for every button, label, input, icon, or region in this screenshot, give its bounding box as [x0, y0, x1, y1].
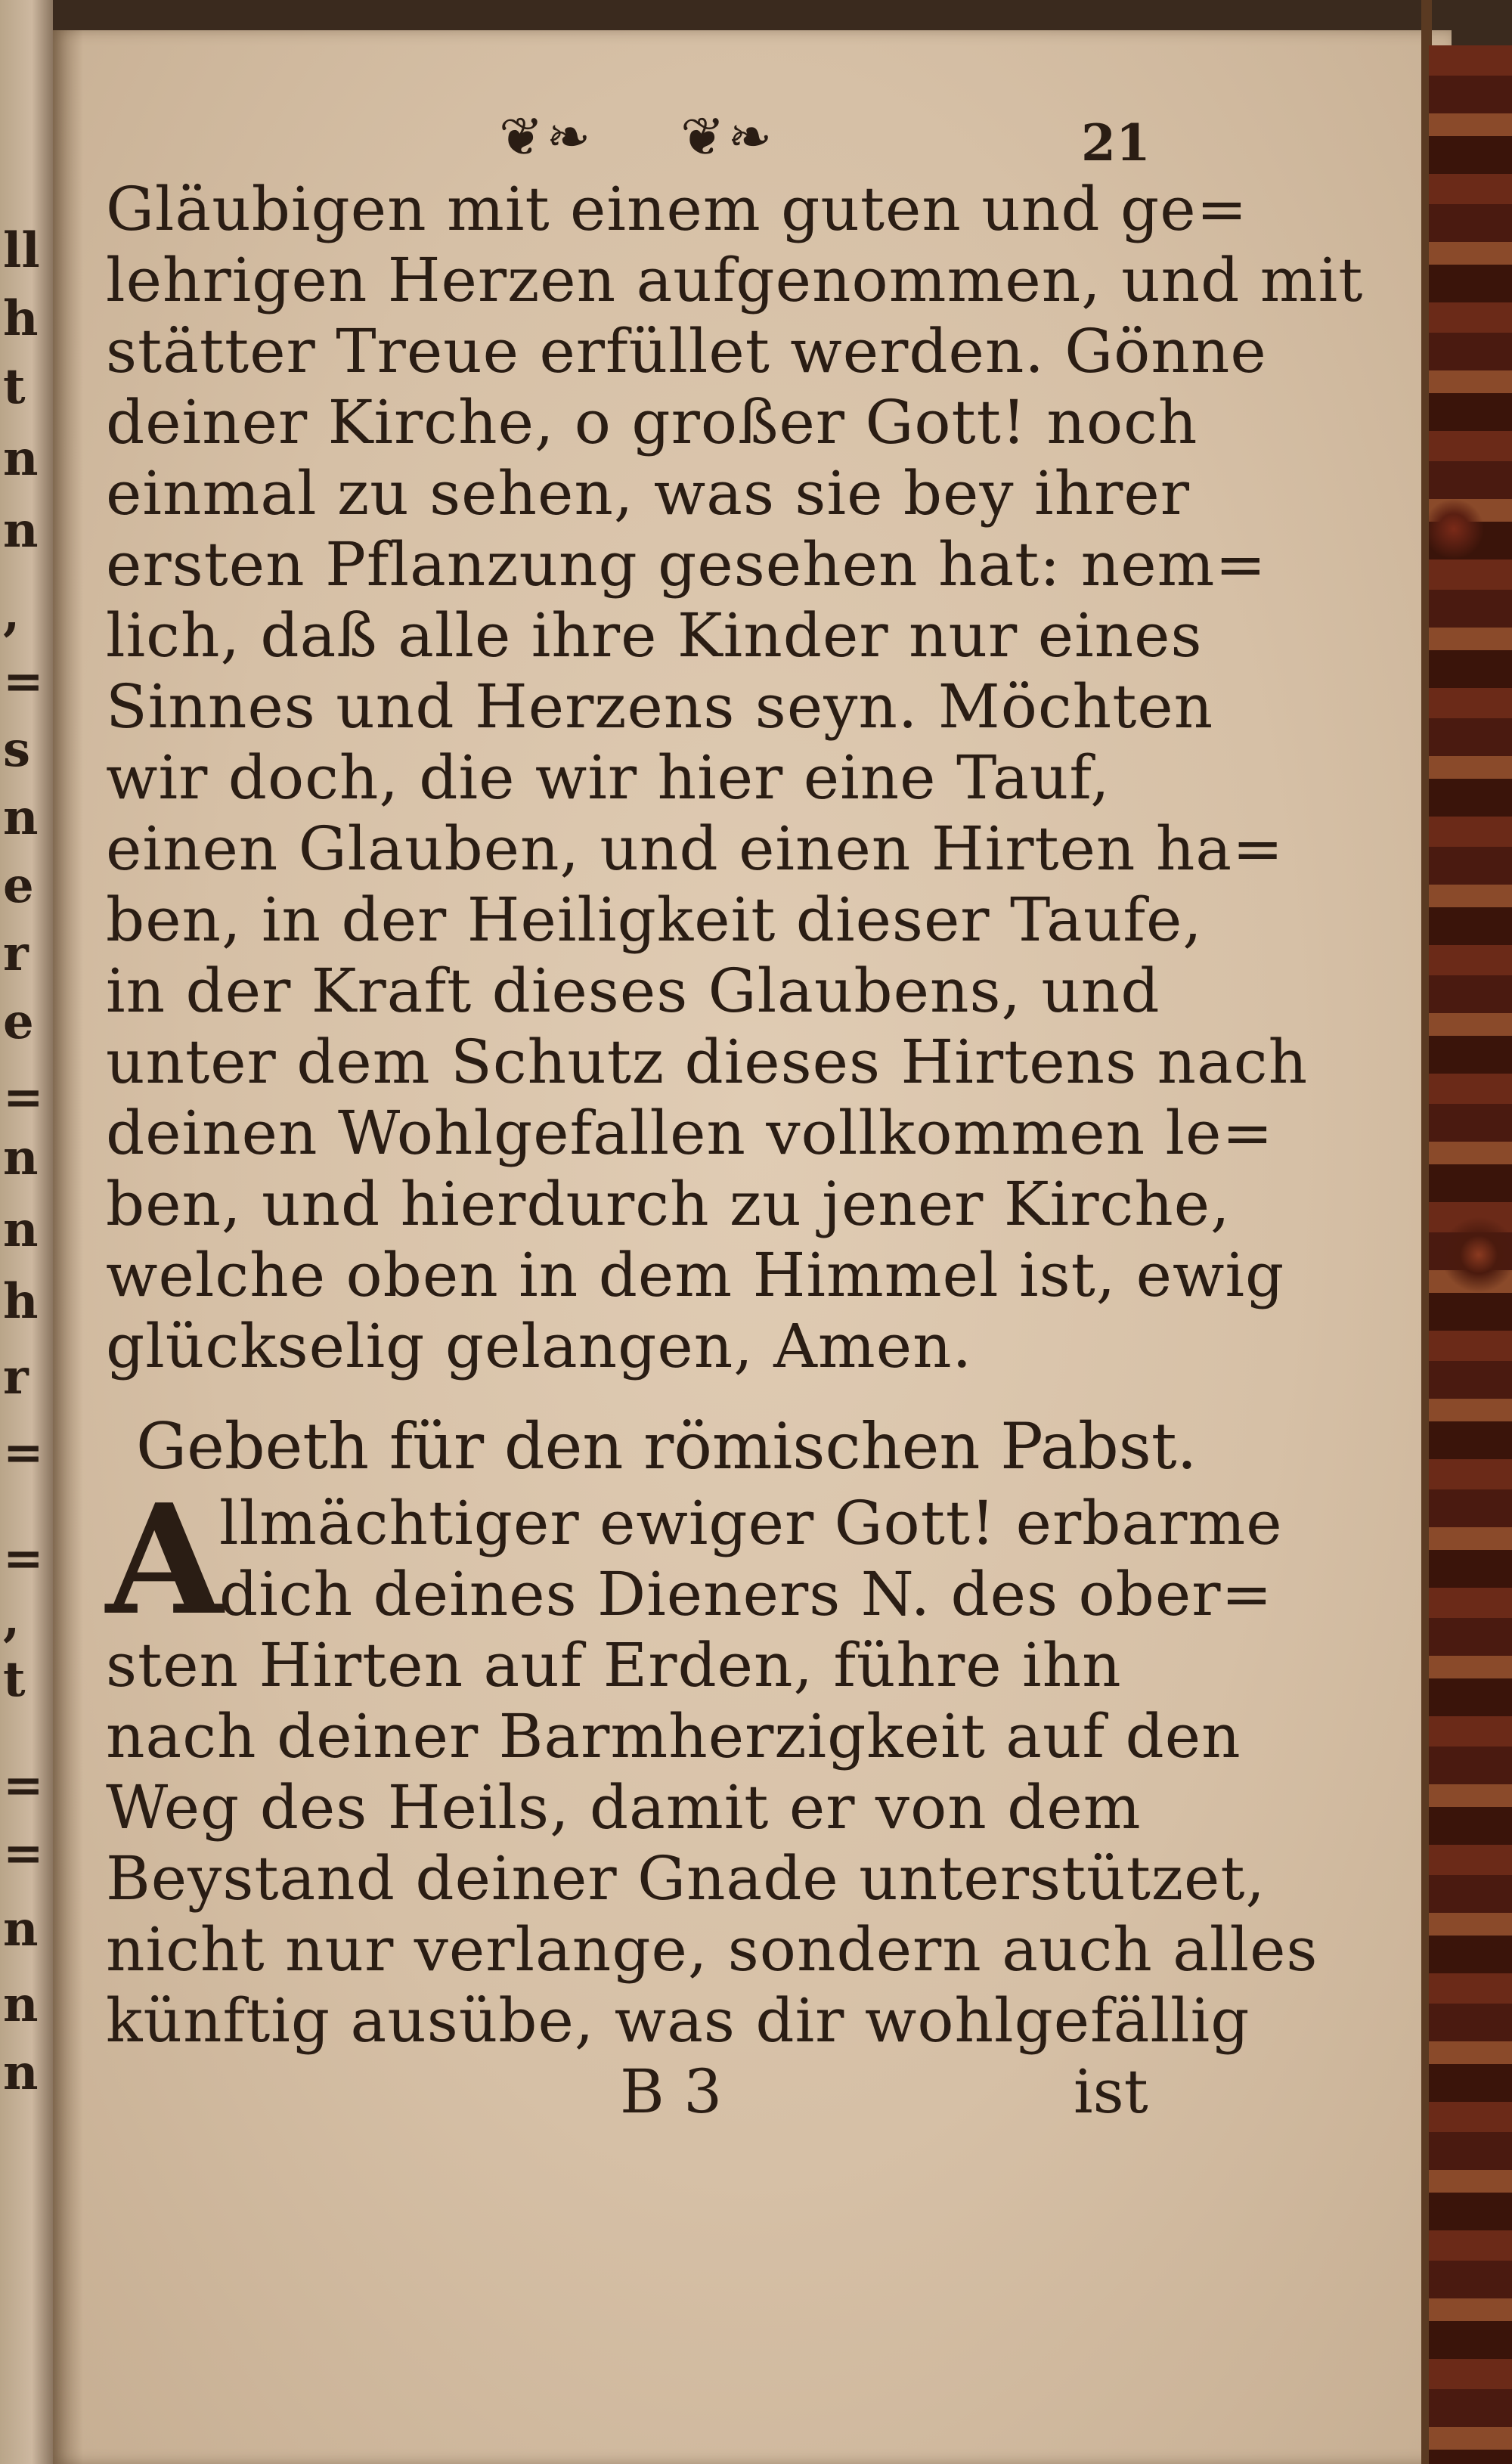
fragment: ,	[3, 1591, 20, 1647]
text-line: wir doch, die wir hier eine Tauf,	[106, 742, 1111, 813]
prayer-paragraph	[106, 1471, 1318, 2056]
text-line: llmächtiger ewiger Gott! erbarme	[219, 1488, 1283, 1558]
fragment: t	[3, 1651, 26, 1708]
page-footer	[106, 2056, 1225, 2132]
text-line: ersten Pflanzung gesehen hat: nem=	[106, 529, 1267, 600]
fragment: n	[3, 2044, 39, 2101]
fragment: =	[3, 1825, 44, 1882]
fragment: n	[3, 1976, 39, 2033]
text-line: Beystand deiner Gnade unterstützet,	[106, 1843, 1266, 1914]
text-line: unter dem Schutz dieses Hirtens nach	[106, 1027, 1309, 1097]
fragment: ll	[3, 222, 40, 279]
fragment: n	[3, 1901, 39, 1957]
fragment: =	[3, 1069, 44, 1126]
fragment: =	[3, 1424, 44, 1481]
page-gutter-shadow	[53, 30, 83, 2464]
text-line: lehrigen Herzen aufgenommen, und mit	[106, 245, 1364, 315]
text-line: einen Glauben, und einen Hirten ha=	[106, 814, 1284, 884]
fragment: e	[3, 857, 34, 914]
text-line: ben, in der Heiligkeit dieser Taufe,	[106, 885, 1203, 955]
ornament-icon: ❦❧	[499, 106, 594, 168]
ornament-icon: ❦❧	[680, 106, 776, 168]
text-line: glückselig gelangen, Amen.	[106, 1311, 973, 1381]
facing-page-edge	[0, 0, 53, 2464]
drop-cap: A	[106, 1471, 224, 1649]
text-line: deinen Wohlgefallen vollkommen le=	[106, 1098, 1274, 1168]
text-line: nicht nur verlange, sondern auch alles	[106, 1914, 1318, 1985]
fragment: =	[3, 653, 44, 710]
fragment: e	[3, 993, 34, 1050]
text-line: deiner Kirche, o großer Gott! noch	[106, 387, 1198, 457]
fragment: n	[3, 789, 39, 846]
text-line: in der Kraft dieses Glaubens, und	[106, 956, 1160, 1026]
fragment: h	[3, 290, 39, 347]
catchword: ist	[1074, 2056, 1148, 2127]
text-line: künftig ausübe, was dir wohlgefällig	[106, 1985, 1250, 2056]
fragment: h	[3, 1273, 39, 1330]
fragment: r	[3, 925, 29, 982]
fragment: n	[3, 1201, 39, 1258]
section-heading: Gebeth für den römischen Pabst.	[136, 1409, 1198, 1483]
text-line: stätter Treue erfüllet werden. Gönne	[106, 316, 1267, 386]
fragment: n	[3, 430, 39, 487]
running-header	[106, 91, 1225, 174]
fragment: r	[3, 1349, 29, 1406]
page-text	[106, 91, 1364, 2132]
text-line: lich, daß alle ihre Kinder nur eines	[106, 600, 1203, 671]
body-paragraph	[106, 174, 1364, 1382]
text-line: Sinnes und Herzens seyn. Möchten	[106, 671, 1214, 742]
text-line: sten Hirten auf Erden, führe ihn	[106, 1630, 1122, 1700]
text-line: Weg des Heils, damit er von dem	[106, 1772, 1142, 1843]
page-number: 21	[1081, 113, 1151, 172]
text-line: ben, und hierdurch zu jener Kirche,	[106, 1169, 1231, 1239]
fragment: ,	[3, 585, 20, 642]
text-line: dich deines Dieners N. des ober=	[219, 1559, 1273, 1629]
text-line: welche oben in dem Himmel ist, ewig	[106, 1240, 1285, 1310]
fragment: =	[3, 1757, 44, 1814]
fragment: n	[3, 502, 39, 559]
fragment: n	[3, 1130, 39, 1186]
fragment: =	[3, 1530, 44, 1587]
fragment: s	[3, 721, 31, 778]
fragment: t	[3, 358, 26, 415]
text-line: nach deiner Barmherzigkeit auf den	[106, 1701, 1241, 1771]
signature-mark: B 3	[620, 2056, 723, 2127]
facing-page-fragments	[0, 0, 53, 2464]
text-line: Gläubigen mit einem guten und ge=	[106, 174, 1248, 244]
marbled-page-edge	[1429, 45, 1512, 2464]
text-line: einmal zu sehen, was sie bey ihrer	[106, 458, 1190, 528]
